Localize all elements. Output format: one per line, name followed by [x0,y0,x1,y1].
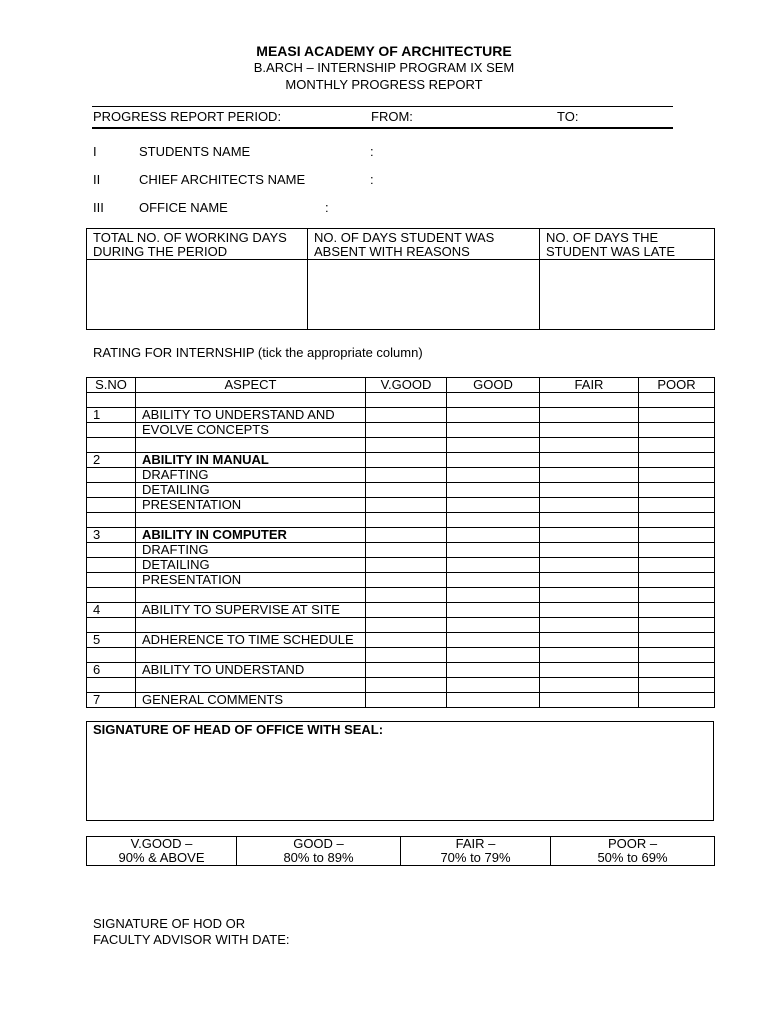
rating-vgood-cell[interactable] [366,588,447,603]
rating-aspect-cell: PRESENTATION [136,498,366,513]
scale-fair [401,837,551,866]
rating-fair-cell[interactable] [540,483,639,498]
rating-sno-cell [87,438,136,453]
rating-aspect-cell [136,648,366,663]
rating-good-cell[interactable] [447,648,540,663]
rating-fair-cell[interactable] [540,423,639,438]
rating-row [87,678,715,693]
detail-sep-1: : [370,144,374,159]
rating-row [87,393,715,408]
rating-aspect-cell: DETAILING [136,558,366,573]
rating-row [87,588,715,603]
rating-fair-cell[interactable] [540,528,639,543]
rating-poor-cell[interactable] [639,603,715,618]
rating-sno-cell: 3 [87,528,136,543]
detail-sep-3: : [325,200,329,215]
detail-num-2: II [93,172,101,187]
rating-good-cell[interactable] [447,483,540,498]
rating-aspect-cell [136,678,366,693]
rating-aspect-cell: EVOLVE CONCEPTS [136,423,366,438]
rating-fair-cell[interactable] [540,573,639,588]
scale-vgood-range: 90% & ABOVE [118,850,205,865]
rating-poor-cell[interactable] [639,513,715,528]
rating-aspect-cell: PRESENTATION [136,573,366,588]
rating-good-cell[interactable] [447,663,540,678]
rating-aspect-cell: DETAILING [136,483,366,498]
scale-good-grade: GOOD – [293,836,344,851]
column-header-poor: POOR [639,378,715,393]
attendance-header-working-days [87,229,308,260]
to-label: TO: [557,109,579,124]
scale-poor-grade: POOR – [607,836,658,851]
rating-sno-cell: 4 [87,603,136,618]
rating-poor-cell[interactable] [639,468,715,483]
rating-row [87,498,715,513]
rating-row [87,543,715,558]
rating-fair-cell[interactable] [540,648,639,663]
column-header-vgood: V.GOOD [366,378,447,393]
attendance-table [86,228,715,330]
rating-aspect-cell [136,588,366,603]
rating-poor-cell[interactable] [639,648,715,663]
scale-vgood [87,837,237,866]
rating-row [87,438,715,453]
rating-sno-cell: 5 [87,633,136,648]
rating-fair-cell[interactable] [540,633,639,648]
rating-fair-cell[interactable] [540,618,639,633]
attendance-col2-line1: NO. OF DAYS STUDENT WAS [314,230,495,245]
rating-good-cell[interactable] [447,558,540,573]
rating-row [87,573,715,588]
rating-sno-cell [87,468,136,483]
rating-poor-cell[interactable] [639,558,715,573]
attendance-col1-line1: TOTAL NO. OF WORKING DAYS [93,230,287,245]
rating-row [87,408,715,423]
rating-fair-cell[interactable] [540,438,639,453]
rating-vgood-cell[interactable] [366,558,447,573]
rating-vgood-cell[interactable] [366,498,447,513]
rating-vgood-cell[interactable] [366,663,447,678]
program-subtitle: B.ARCH – INTERNSHIP PROGRAM IX SEM [253,60,515,75]
rating-vgood-cell[interactable] [366,633,447,648]
detail-label-office-name: OFFICE NAME [139,200,228,215]
rating-table [86,377,715,708]
scale-fair-range: 70% to 79% [440,850,511,865]
grading-scale-table [86,836,715,866]
rating-vgood-cell[interactable] [366,678,447,693]
period-top-rule [92,106,673,107]
attendance-header-absent [308,229,540,260]
institution-title: MEASI ACADEMY OF ARCHITECTURE [256,43,512,59]
rating-sno-cell [87,393,136,408]
rating-poor-cell[interactable] [639,618,715,633]
hod-signature-line1: SIGNATURE OF HOD OR [93,916,246,931]
rating-fair-cell[interactable] [540,393,639,408]
detail-num-1: I [93,144,97,159]
rating-heading: RATING FOR INTERNSHIP (tick the appropriate column) [93,345,423,360]
rating-aspect-cell [136,513,366,528]
attendance-working-days-field[interactable] [87,260,308,330]
rating-fair-cell[interactable] [540,408,639,423]
rating-row [87,468,715,483]
detail-label-chief-architect: CHIEF ARCHITECTS NAME [139,172,306,187]
head-signature-label: SIGNATURE OF HEAD OF OFFICE WITH SEAL: [93,722,384,737]
rating-vgood-cell[interactable] [366,468,447,483]
rating-aspect-cell: DRAFTING [136,468,366,483]
rating-row [87,558,715,573]
rating-sno-cell: 1 [87,408,136,423]
rating-row [87,618,715,633]
rating-good-cell[interactable] [447,393,540,408]
rating-fair-cell[interactable] [540,513,639,528]
detail-sep-2: : [370,172,374,187]
rating-aspect-cell [136,393,366,408]
rating-poor-cell[interactable] [639,663,715,678]
rating-row [87,693,715,708]
rating-row [87,483,715,498]
attendance-col2-line2: ABSENT WITH REASONS [314,244,470,259]
rating-sno-cell [87,678,136,693]
rating-good-cell[interactable] [447,693,540,708]
rating-sno-cell [87,423,136,438]
rating-good-cell[interactable] [447,618,540,633]
rating-good-cell[interactable] [447,453,540,468]
rating-poor-cell[interactable] [639,633,715,648]
rating-poor-cell[interactable] [639,483,715,498]
rating-vgood-cell[interactable] [366,693,447,708]
rating-sno-cell [87,543,136,558]
rating-aspect-cell [136,618,366,633]
rating-fair-cell[interactable] [540,468,639,483]
rating-good-cell[interactable] [447,633,540,648]
from-label: FROM: [371,109,413,124]
rating-fair-cell[interactable] [540,453,639,468]
rating-aspect-cell: ABILITY IN COMPUTER [136,528,366,543]
rating-row [87,648,715,663]
rating-poor-cell[interactable] [639,423,715,438]
rating-vgood-cell[interactable] [366,513,447,528]
report-title: MONTHLY PROGRESS REPORT [285,77,483,92]
rating-good-cell[interactable] [447,603,540,618]
rating-poor-cell[interactable] [639,498,715,513]
rating-row [87,513,715,528]
rating-vgood-cell[interactable] [366,453,447,468]
scale-fair-grade: FAIR – [455,836,496,851]
rating-sno-cell: 2 [87,453,136,468]
attendance-col3-line2: STUDENT WAS LATE [546,244,676,259]
hod-signature-line2: FACULTY ADVISOR WITH DATE: [93,932,290,947]
rating-aspect-cell: ABILITY TO SUPERVISE AT SITE [136,603,366,618]
scale-poor [551,837,715,866]
rating-sno-cell [87,513,136,528]
rating-fair-cell[interactable] [540,498,639,513]
rating-sno-cell [87,648,136,663]
rating-vgood-cell[interactable] [366,603,447,618]
rating-poor-cell[interactable] [639,408,715,423]
rating-poor-cell[interactable] [639,588,715,603]
rating-aspect-cell [136,438,366,453]
rating-sno-cell [87,498,136,513]
attendance-col1-line2: DURING THE PERIOD [93,244,228,259]
rating-aspect-cell: ADHERENCE TO TIME SCHEDULE [136,633,366,648]
rating-row [87,633,715,648]
rating-good-cell[interactable] [447,528,540,543]
rating-row [87,603,715,618]
rating-poor-cell[interactable] [639,693,715,708]
rating-aspect-cell: GENERAL COMMENTS [136,693,366,708]
rating-vgood-cell[interactable] [366,423,447,438]
period-label: PROGRESS REPORT PERIOD: [93,109,282,124]
rating-poor-cell[interactable] [639,438,715,453]
rating-vgood-cell[interactable] [366,483,447,498]
rating-sno-cell [87,588,136,603]
rating-good-cell[interactable] [447,513,540,528]
detail-label-students-name: STUDENTS NAME [139,144,251,159]
rating-sno-cell [87,618,136,633]
rating-poor-cell[interactable] [639,453,715,468]
rating-poor-cell[interactable] [639,393,715,408]
detail-num-3: III [93,200,104,215]
rating-row [87,423,715,438]
rating-good-cell[interactable] [447,408,540,423]
rating-fair-cell[interactable] [540,693,639,708]
rating-aspect-cell: ABILITY TO UNDERSTAND AND [136,408,366,423]
rating-vgood-cell[interactable] [366,393,447,408]
rating-good-cell[interactable] [447,573,540,588]
attendance-absent-field[interactable] [308,260,540,330]
rating-header-row [87,378,715,393]
column-header-fair: FAIR [540,378,639,393]
rating-aspect-cell: ABILITY IN MANUAL [136,453,366,468]
rating-good-cell[interactable] [447,588,540,603]
rating-vgood-cell[interactable] [366,618,447,633]
rating-fair-cell[interactable] [540,588,639,603]
rating-sno-cell: 6 [87,663,136,678]
scale-good-range: 80% to 89% [283,850,354,865]
attendance-col3-line1: NO. OF DAYS THE [546,230,659,245]
rating-row [87,528,715,543]
rating-vgood-cell[interactable] [366,528,447,543]
rating-good-cell[interactable] [447,468,540,483]
rating-poor-cell[interactable] [639,573,715,588]
rating-row [87,453,715,468]
rating-aspect-cell: DRAFTING [136,543,366,558]
column-header-sno: S.NO [87,378,136,393]
rating-sno-cell [87,573,136,588]
rating-good-cell[interactable] [447,423,540,438]
rating-vgood-cell[interactable] [366,408,447,423]
rating-sno-cell [87,483,136,498]
rating-vgood-cell[interactable] [366,543,447,558]
rating-sno-cell [87,558,136,573]
rating-good-cell[interactable] [447,678,540,693]
rating-vgood-cell[interactable] [366,438,447,453]
period-bottom-rule [92,127,673,129]
rating-row [87,663,715,678]
rating-good-cell[interactable] [447,498,540,513]
rating-poor-cell[interactable] [639,678,715,693]
scale-good [237,837,401,866]
rating-fair-cell[interactable] [540,663,639,678]
head-signature-box[interactable] [86,721,714,821]
rating-aspect-cell: ABILITY TO UNDERSTAND [136,663,366,678]
scale-poor-range: 50% to 69% [597,850,668,865]
column-header-good: GOOD [447,378,540,393]
rating-sno-cell: 7 [87,693,136,708]
rating-poor-cell[interactable] [639,528,715,543]
attendance-header-late [540,229,715,260]
rating-fair-cell[interactable] [540,543,639,558]
rating-good-cell[interactable] [447,543,540,558]
rating-good-cell[interactable] [447,438,540,453]
rating-fair-cell[interactable] [540,678,639,693]
rating-poor-cell[interactable] [639,543,715,558]
rating-fair-cell[interactable] [540,603,639,618]
attendance-late-field[interactable] [540,260,715,330]
scale-vgood-grade: V.GOOD – [130,836,193,851]
rating-fair-cell[interactable] [540,558,639,573]
column-header-aspect: ASPECT [136,378,366,393]
rating-vgood-cell[interactable] [366,648,447,663]
rating-vgood-cell[interactable] [366,573,447,588]
